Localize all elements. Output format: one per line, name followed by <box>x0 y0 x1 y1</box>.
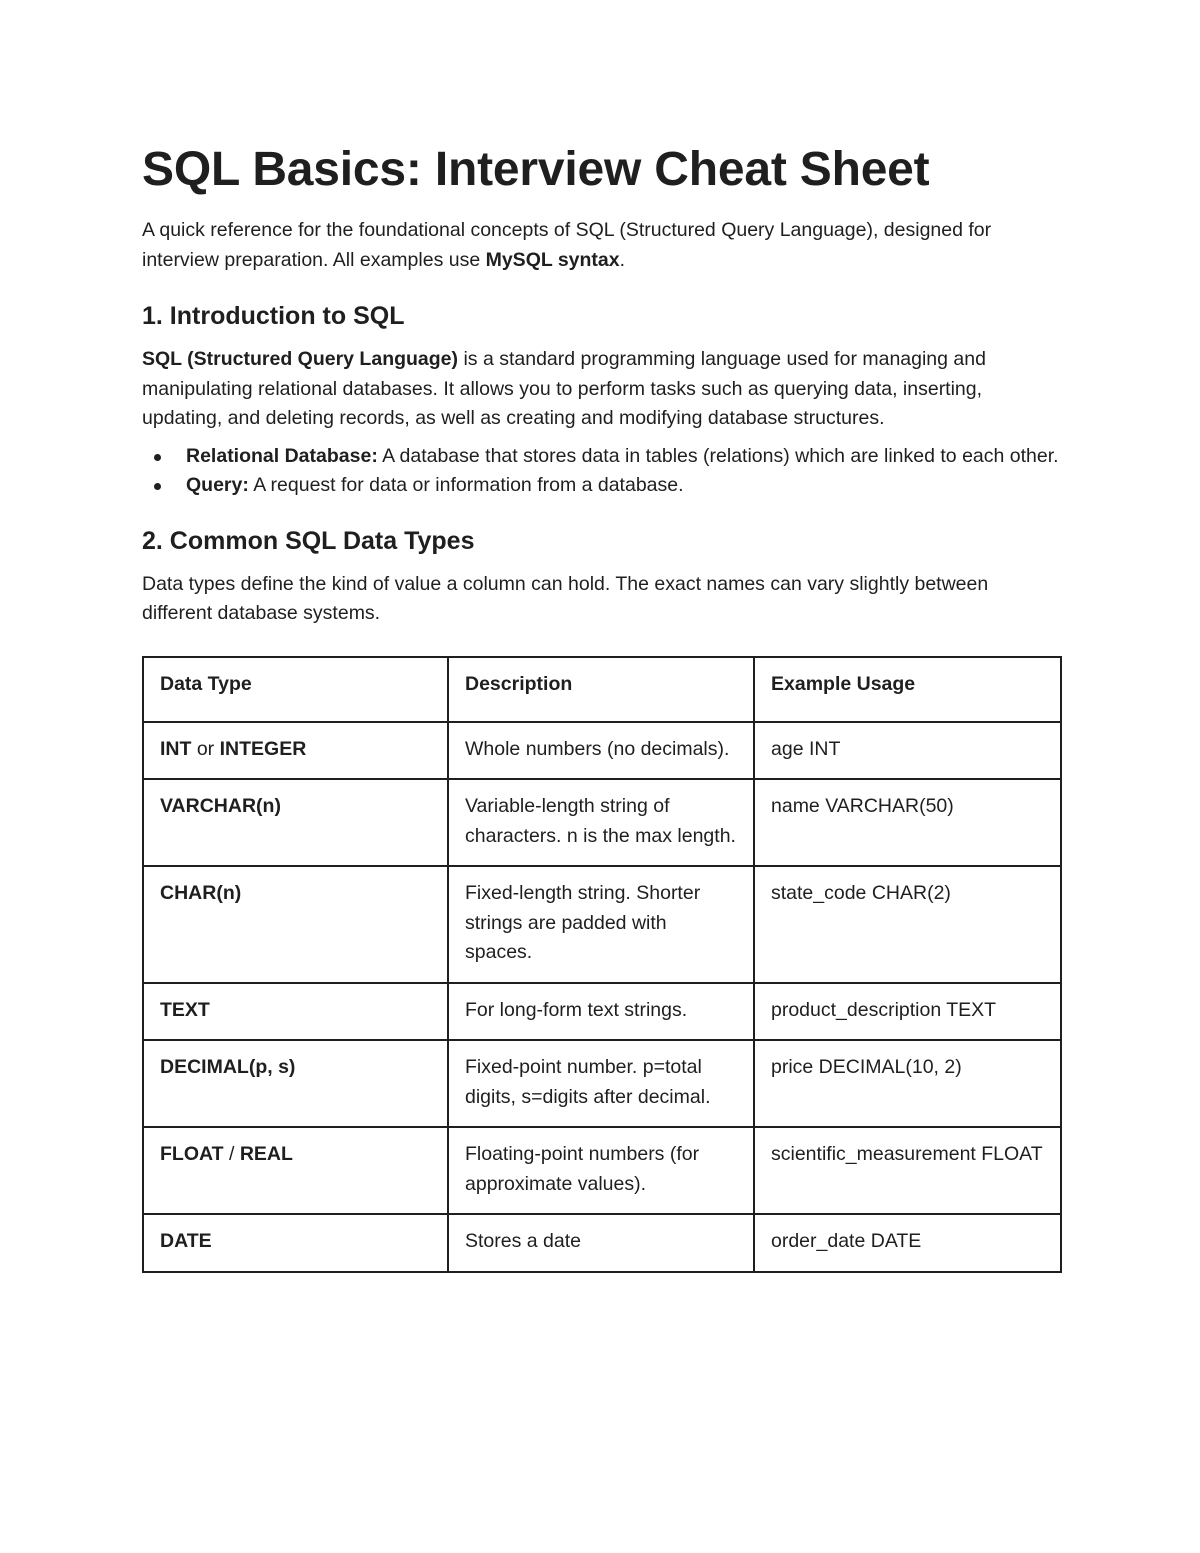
column-header-data-type: Data Type <box>143 657 448 722</box>
description-cell: Whole numbers (no decimals). <box>448 722 754 780</box>
list-item <box>142 442 1060 472</box>
table-row <box>143 866 1061 983</box>
data-types-table <box>142 656 1062 1273</box>
section-heading-introduction: 1. Introduction to SQL <box>142 302 405 330</box>
sql-definition-term: SQL (Structured Query Language) <box>142 348 459 370</box>
column-header-description: Description <box>448 657 754 722</box>
intro-text: A quick reference for the foundational concepts of SQL (Structured Query Language), designed for interview preparation. All examples use <box>142 219 992 271</box>
section-heading-data-types: 2. Common SQL Data Types <box>142 526 475 555</box>
example-cell: age INT <box>754 722 1061 780</box>
table-row <box>143 1040 1061 1127</box>
type-cell: INT or INTEGER <box>143 722 448 780</box>
table-row <box>143 722 1061 780</box>
intro-end: . <box>619 248 626 271</box>
table-row <box>143 779 1061 866</box>
example-cell: scientific_measurement FLOAT <box>754 1127 1061 1214</box>
bullet-term: Query: <box>186 474 249 496</box>
document-page <box>142 138 1060 1273</box>
page-title: SQL Basics: Interview Cheat Sheet <box>142 143 930 196</box>
list-item <box>142 471 1060 501</box>
table-row <box>143 1214 1061 1272</box>
type-cell: VARCHAR(n) <box>143 779 448 866</box>
example-cell: name VARCHAR(50) <box>754 779 1061 866</box>
sql-definition-text: is a standard programming language used for managing and manipulating relational databases. It allows you to perform tasks such as querying data, inserting, updating, and deleting records, as well as creating and modifying database structures. <box>142 348 986 429</box>
type-cell: TEXT <box>143 983 448 1041</box>
type-cell: DECIMAL(p, s) <box>143 1040 448 1127</box>
bullet-text: A request for data or information from a database. <box>248 474 684 496</box>
type-cell: FLOAT / REAL <box>143 1127 448 1214</box>
data-types-paragraph: Data types define the kind of value a column can hold. The exact names can vary slightly between different database systems. <box>142 572 989 624</box>
intro-bold: MySQL syntax <box>485 248 620 271</box>
column-header-example: Example Usage <box>754 657 1061 722</box>
description-cell: Floating-point numbers (for approximate values). <box>448 1127 754 1214</box>
description-cell: Variable-length string of characters. n is the max length. <box>448 779 754 866</box>
bullet-term: Relational Database: <box>186 444 378 467</box>
intro-paragraph <box>142 216 1060 275</box>
table-row <box>143 1127 1061 1214</box>
description-cell: Stores a date <box>448 1214 754 1272</box>
type-cell: CHAR(n) <box>143 866 448 983</box>
type-cell: DATE <box>143 1214 448 1272</box>
example-cell: price DECIMAL(10, 2) <box>754 1040 1061 1127</box>
example-cell: state_code CHAR(2) <box>754 866 1061 983</box>
description-cell: For long-form text strings. <box>448 983 754 1041</box>
bullet-text: A database that stores data in tables (relations) which are linked to each other. <box>377 444 1059 467</box>
sql-definition-paragraph <box>142 345 1060 434</box>
definitions-list <box>142 442 1060 501</box>
description-cell: Fixed-point number. p=total digits, s=digits after decimal. <box>448 1040 754 1127</box>
table-row <box>143 983 1061 1041</box>
example-cell: product_description TEXT <box>754 983 1061 1041</box>
description-cell: Fixed-length string. Shorter strings are padded with spaces. <box>448 866 754 983</box>
example-cell: order_date DATE <box>754 1214 1061 1272</box>
table-header-row <box>143 657 1061 722</box>
